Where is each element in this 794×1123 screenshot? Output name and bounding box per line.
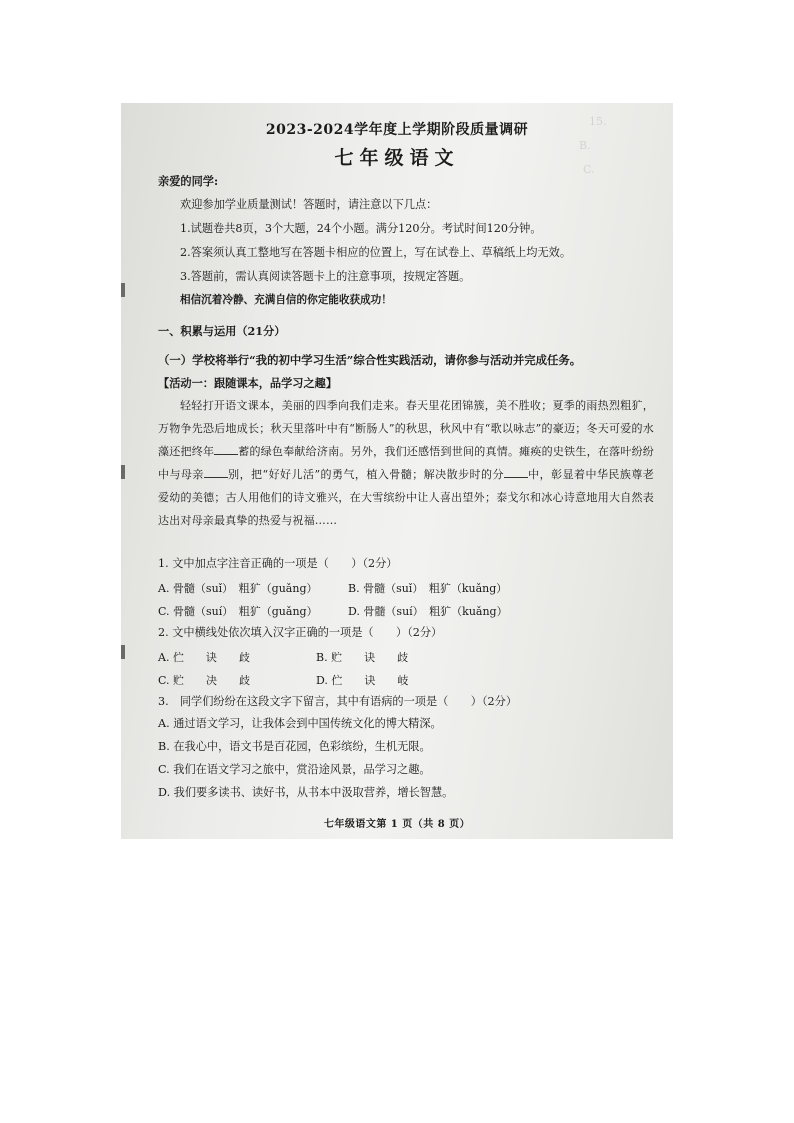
bleed-through-text: C. [583,163,595,176]
binding-mark [121,465,125,479]
q3-option-d: D. 我们要多读书、读好书，从书本中汲取营养，增长智慧。 [158,786,454,799]
q1-option-c: C. 骨髓（suí） 粗犷（guǎng） [158,605,318,618]
exam-title: 2023-2024学年度上学期阶段质量调研 [265,122,529,138]
q2-option-d: D. 伫 诀 岐 [316,674,409,687]
bleed-through-text: 15. [589,115,607,128]
q3-option-a: A. 通过语文学习，让我体会到中国传统文化的博大精深。 [158,717,442,730]
passage-text: 别，把“好好儿活”的勇气，植入骨髓；解决散步时的分 [227,468,504,481]
q2-option-b: B. 贮 诀 歧 [316,651,409,664]
fill-blank-1 [214,444,238,455]
fill-blank-3 [504,467,528,478]
q2-option-c: C. 贮 决 歧 [158,674,251,687]
binding-mark [121,645,125,659]
q1-options-row-1 [158,581,507,597]
exam-subject: 七年级语文 [334,147,460,169]
passage-text: 中，彰显着中华民族尊老爱幼的美德；古人用他们的诗文雅兴，在大雪缤纷中让人喜出望外；泰戈尔和冰心诗意地用大自然表达出对母亲最真挚的热爱与祝福…… [158,468,655,527]
q2-options-row-2 [158,673,408,689]
binding-mark [121,283,125,297]
rule-2: 2.答案须认真工整地写在答题卡相应的位置上，写在试卷上、草稿纸上均无效。 [180,246,572,259]
q1-option-b: B. 骨髓（suǐ） 粗犷（kuǎng） [348,582,508,595]
passage-text: 轻轻打开语文课本，美丽的四季向我们走来。春天里花团锦簇，美不胜收；夏季的雨热烈粗犷，万物争先恐后地成长；秋天里落叶中有“断肠人”的秋思，秋风中有“歌以咏志”的豪迈；冬天可爱的水藻还把终年 [158,399,654,458]
reading-passage [158,394,654,532]
q3-option-b: B. 在我心中，语文书是百花园，色彩缤纷，生机无限。 [158,740,431,753]
q2-options-row-1 [158,650,408,666]
passage-text: 蓄的绿色奉献给济南。另外，我们还感悟到世间的真情。瘫痪的史铁生，在落叶纷纷中与母亲 [158,445,655,481]
rule-1: 1.试题卷共8页，3个大题，24个小题。满分120分。考试时间120分钟。 [180,222,542,235]
encouragement: 相信沉着冷静、充满自信的你定能收获成功！ [180,294,392,306]
q2-stem: 2. 文中横线处依次填入汉字正确的一项是（ ）（2分） [158,626,443,639]
rule-3: 3.答题前，需认真阅读答题卡上的注意事项，按规定答题。 [180,270,471,283]
fill-blank-2 [204,467,228,478]
task-description: （一）学校将举行“我的初中学习生活”综合性实践活动，请你参与活动并完成任务。 [158,353,582,367]
exam-page [121,103,673,839]
q1-options-row-2 [158,604,508,620]
q3-stem: 3. 同学们纷纷在这段文字下留言，其中有语病的一项是（ ）（2分） [158,695,518,708]
section-heading: 一、积累与运用（21分） [158,324,286,338]
welcome-text: 欢迎参加学业质量测试！答题时，请注意以下几点： [180,198,438,211]
q1-option-d: D. 骨髓（suí） 粗犷（kuǎng） [348,605,508,618]
q1-option-a: A. 骨髓（suǐ） 粗犷（guǎng） [158,582,318,595]
q2-option-a: A. 伫 诀 歧 [158,651,250,664]
bleed-through-text: B. [579,139,591,152]
page-footer: 七年级语文第 1 页（共 8 页） [323,819,471,830]
greeting: 亲爱的同学: [158,174,219,188]
q3-option-c: C. 我们在语文学习之旅中，赏沿途风景，品学习之趣。 [158,763,431,776]
q1-stem: 1. 文中加点字注音正确的一项是（ ）（2分） [158,557,398,570]
activity-title: 【活动一：跟随课本，品学习之趣】 [158,376,338,390]
